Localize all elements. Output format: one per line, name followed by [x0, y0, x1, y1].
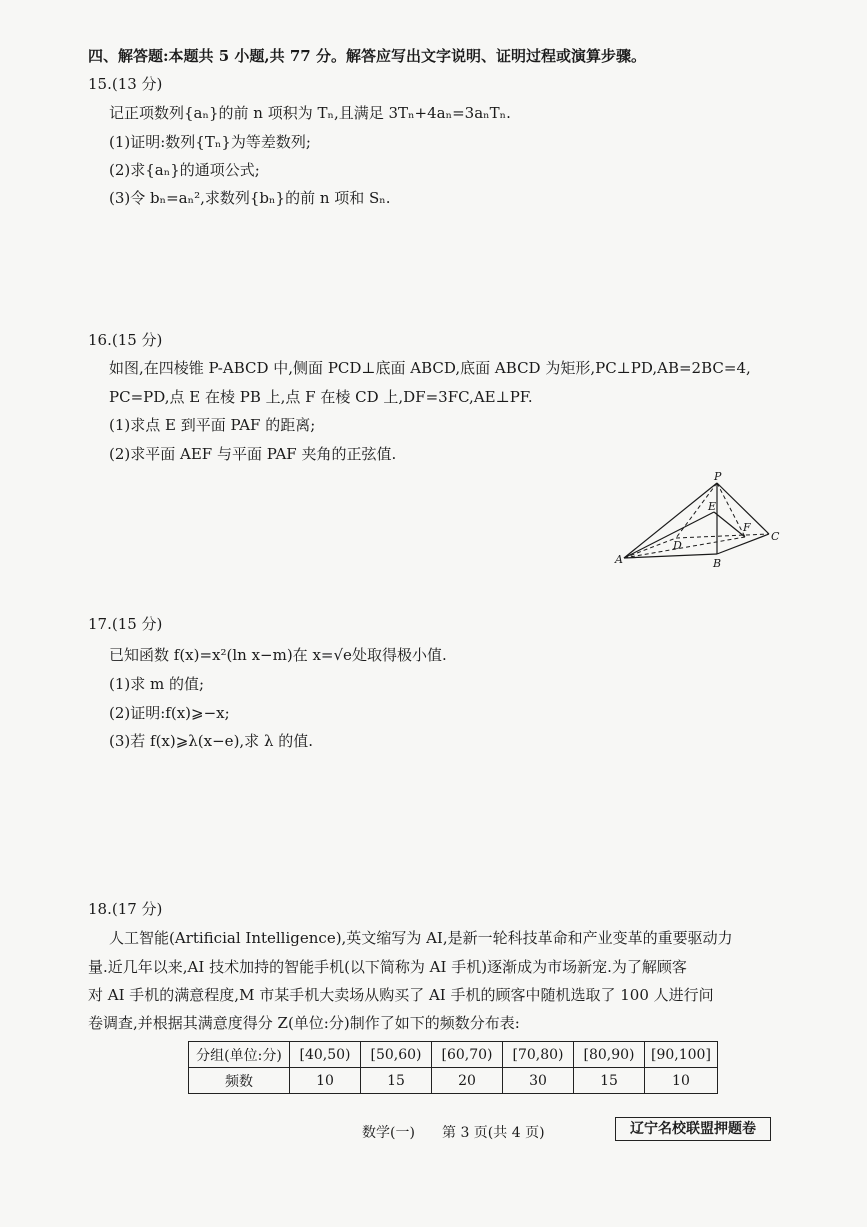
footer-subject: 数学(一) [362, 1125, 415, 1141]
table-header-label: 分组(单位:分) [189, 1042, 290, 1068]
footer-page-number: 第 3 页(共 4 页) [442, 1125, 545, 1141]
problem-16-part-2: (2)求平面 AEF 与平面 PAF 夹角的正弦值. [109, 445, 397, 463]
frequency-table [188, 1041, 718, 1094]
table-cell-group: [70,80) [503, 1042, 574, 1068]
problem-18-heading: 18.(17 分) [88, 900, 163, 918]
table-row-counts [189, 1068, 718, 1094]
label-p: P [714, 470, 722, 483]
problem-18-stem-1: 人工智能(Artificial Intelligence),英文缩写为 AI,是新一轮科技革命和产业变革的重要驱动力 [109, 929, 733, 947]
segment-ae [624, 512, 714, 558]
edge-dc [676, 534, 769, 538]
edge-ad [624, 538, 676, 558]
segment-pf [717, 483, 745, 537]
table-cell-group: [40,50) [290, 1042, 361, 1068]
table-row-label: 频数 [189, 1068, 290, 1094]
section-header: 四、解答题:本题共 5 小题,共 77 分。解答应写出文字说明、证明过程或演算步骤。 [88, 47, 646, 65]
table-cell-group: [90,100] [645, 1042, 718, 1068]
problem-18-stem-2: 量.近几年以来,AI 技术加持的智能手机(以下简称为 AI 手机)逐渐成为市场新宠.为了解顾客 [88, 958, 687, 976]
problem-15-part-3: (3)令 bₙ=aₙ²,求数列{bₙ}的前 n 项和 Sₙ. [109, 189, 391, 207]
table-row-groups [189, 1042, 718, 1068]
problem-17-part-3: (3)若 f(x)⩾λ(x−e),求 λ 的值. [109, 732, 313, 750]
problem-18-stem-4: 卷调查,并根据其满意度得分 Z(单位:分)制作了如下的频数分布表: [88, 1014, 520, 1032]
edge-pa [624, 483, 717, 558]
problem-17-stem: 已知函数 f(x)=x²(ln x−m)在 x=√e处取得极小值. [109, 646, 447, 664]
problem-16-stem-2: PC=PD,点 E 在棱 PB 上,点 F 在棱 CD 上,DF=3FC,AE⊥PF. [109, 388, 533, 406]
label-a: A [615, 553, 623, 566]
problem-17-part-2: (2)证明:f(x)⩾−x; [109, 704, 230, 722]
problem-15-part-2: (2)求{aₙ}的通项公式; [109, 161, 260, 179]
table-cell-count: 30 [503, 1068, 574, 1094]
label-e: E [708, 500, 717, 513]
problem-18-stem-3: 对 AI 手机的满意程度,M 市某手机大卖场从购买了 AI 手机的顾客中随机选取了 100 人进行问 [88, 986, 714, 1004]
label-f: F [743, 521, 751, 534]
problem-15-part-1: (1)证明:数列{Tₙ}为等差数列; [109, 133, 311, 151]
problem-15-stem: 记正项数列{aₙ}的前 n 项积为 Tₙ,且满足 3Tₙ+4aₙ=3aₙTₙ. [109, 104, 511, 122]
problem-16-heading: 16.(15 分) [88, 331, 163, 349]
table-cell-count: 15 [361, 1068, 432, 1094]
table-cell-count: 15 [574, 1068, 645, 1094]
table-cell-group: [60,70) [432, 1042, 503, 1068]
pyramid-figure [612, 470, 784, 570]
label-b: B [713, 557, 722, 570]
table-cell-group: [80,90) [574, 1042, 645, 1068]
label-d: D [673, 539, 682, 552]
label-c: C [771, 530, 780, 543]
footer-brand-box: 辽宁名校联盟押题卷 [615, 1117, 771, 1141]
table-cell-group: [50,60) [361, 1042, 432, 1068]
table-cell-count: 10 [290, 1068, 361, 1094]
problem-17-part-1: (1)求 m 的值; [109, 675, 205, 693]
table-cell-count: 20 [432, 1068, 503, 1094]
segment-ef [714, 512, 745, 537]
problem-15-heading: 15.(13 分) [88, 75, 163, 93]
problem-16-part-1: (1)求点 E 到平面 PAF 的距离; [109, 416, 316, 434]
problem-16-stem-1: 如图,在四棱锥 P-ABCD 中,侧面 PCD⊥底面 ABCD,底面 ABCD 为矩形,PC⊥PD,AB=2BC=4, [109, 359, 751, 377]
problem-17-heading: 17.(15 分) [88, 615, 163, 633]
table-cell-count: 10 [645, 1068, 718, 1094]
